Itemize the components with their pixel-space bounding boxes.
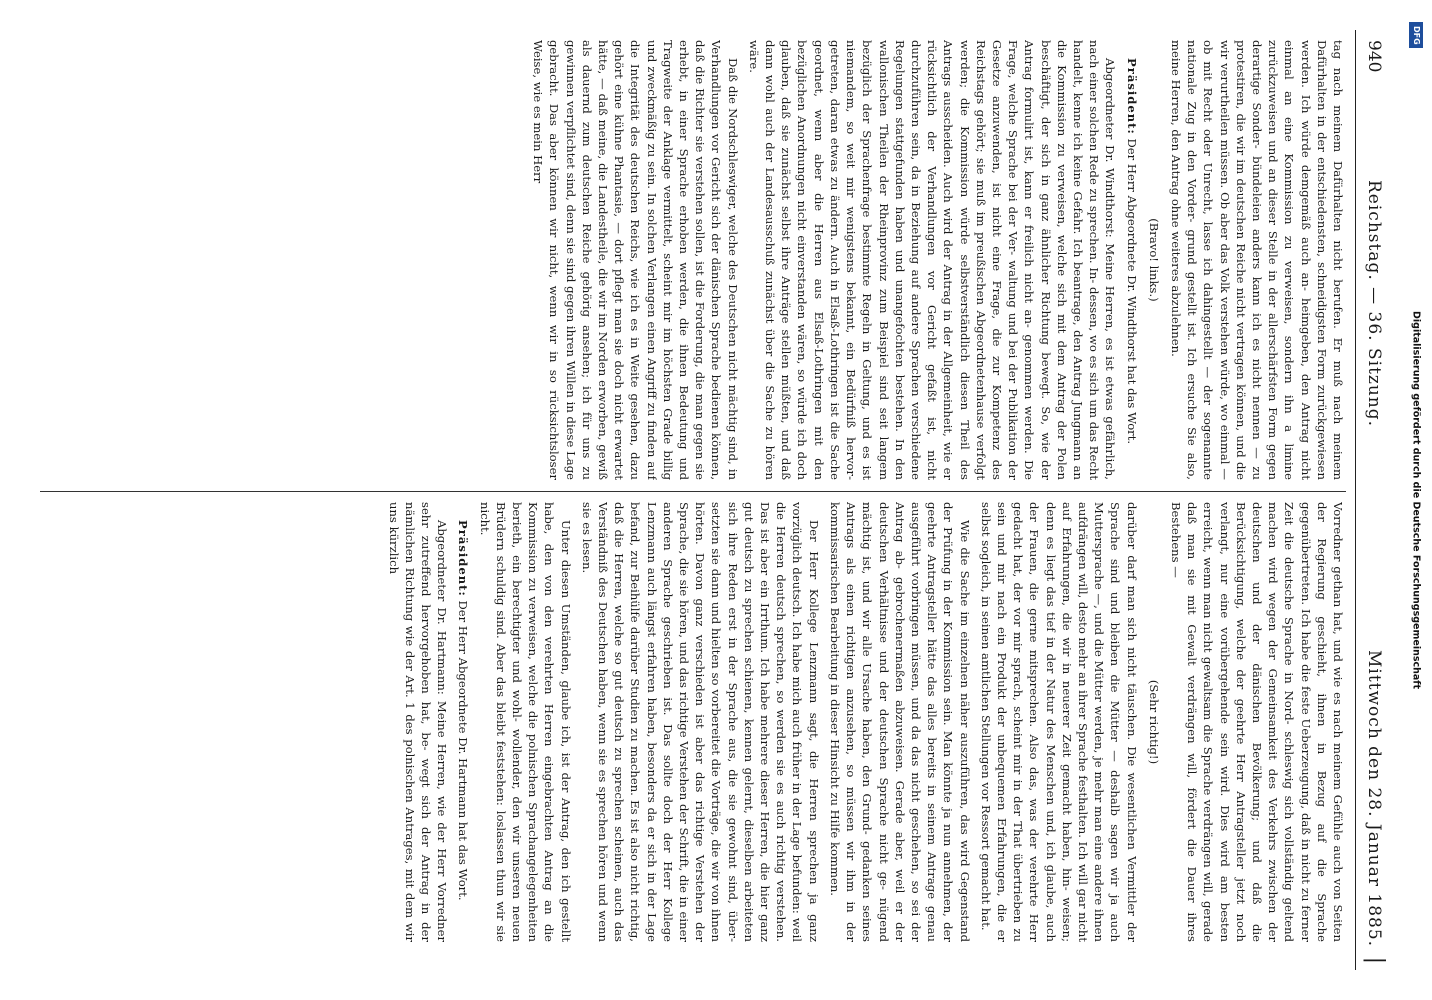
column-divider: [40, 491, 1346, 492]
paragraph: Der Herr Kollege Lenzmann sagt, die Herren sprechen ja ganz vorzüglich deutsch. Ich habe mich auch früher in der Lage befunden: weil die Herren deutsch sprechen, so werden sie es auch richtig verstehen. Das ist aber ein Irrthum. Ich habe mehrere dieser Herren, die hier ganz gut deutsch zu sprechen schienen, kennen gelernt, dieselben arbeiteten sich ihre Reden erst in der Sprache aus, die sie gewohnt sind, über- setzten sie dann und hielten so vorbereitet die Vorträge, die wir von ihnen hörten. Davon ganz verschieden ist aber das richtige Verstehen der Sprache, die sie hören, und das richtige Verstehen der Schrift, die in einer anderen Sprache geschrieben ist. Das sollte doch der Herr Kollege Lenzmann auch längst erfahren haben, besonders da er sich in der Lage befand, zur Beihülfe darüber Studien zu machen. Es ist also nicht richtig, daß die Herren, welche so gut deutsch zu sprechen scheinen, auch das Verständniß des Deutschen haben, wenn sie es sprechen hören und wenn sie es lesen.: [579, 502, 821, 942]
president-text: Der Herr Abgeordnete Dr. Hartmann hat das Wort.: [456, 600, 471, 901]
dfg-watermark: [1408, 20, 1424, 980]
text-column-right: [40, 502, 1346, 942]
dfg-logo: DFG: [1409, 22, 1423, 48]
paragraph: Daß die Nordschleswiger, welche des Deutschen nicht mächtig sind, in Verhandlungen vor Gericht sich der dänischen Sprache bedienen können, daß die Richter sie verstehen sollen, ist die Forderung, die man gegen sie erhebt, in einer Sprache erhoben werden, die ihnen Bedeutung und Tragweite der Anklage vermittelt, scheint mir im höchsten Grade billig und zweckmäßig zu sein. In solchen Verlangen einen Angriff zu finden auf die Integrität des deutschen Reichs, wie ich es in Weite gesehen, dazu gehört eine kühne Phantasie, — dort pflegt man sie doch nicht erwartet hätte, — daß meine, die Landestheile, die wir im Norden erworben, gewiß als dauernd zum deutschen Reiche gehörig ansehen; ich für uns zu gewinnen verpflichtet sind, denn sie sind gegen ihren Willen in diese Lage gebracht. Das aber können wir nicht, wenn wir in so rücksichtsloser Weise, wie es mein Herr: [531, 40, 740, 480]
paragraph: tag nach meinem Dafürhalten nicht berufen. Er muß nach meinem Dafürhalten in der entschiedensten, schneidigsten Form zurückgewiesen werden. Ich würde demgemäß auch an- heimgeben, den Antrag nicht einmal an eine Kommission zu verweisen, sondern ihn a limine zurückzuweisen und an dieser Stelle in der allerschärfsten Form gegen derartige Sonder- bündeleien anders kann ich es nicht nennen — zu protestiren, die wir im deutschen Reiche nicht vertragen können, und die wir verurtheilen müssen. Ob aber das Volk verstehen würde, wo einmal — ob mit Recht oder Unrecht, lasse ich dahingestellt — der sogenannte nationale Zug in den Vorder- grund gestellt ist. Ich ersuche Sie also, meine Herren, den Antrag ohne weiteres abzulehnen.: [1168, 40, 1345, 480]
header-date: Mittwoch den 28. Januar 1885.: [1364, 650, 1384, 948]
text-column-left: [40, 40, 1346, 480]
speaker-label: Präsident:: [1124, 58, 1139, 135]
paragraph: Abgeordneter Dr. Hartmann: Meine Herren, wie der Herr Vorredner sehr zutreffend hervorgehoben hat, be- wegt sich der Antrag in der nämlichen Richtung wie der Art. 1 des polnischen Antrages, mit dem wir uns kürzlich: [386, 502, 450, 942]
page-header: [1355, 30, 1390, 970]
paragraph: darüber darf man sich nicht täuschen. Die wesentlichen Vermittler der Sprache sind und bleiben die Mütter — deshalb sagen wir ja auch Muttersprache —, und die Mütter werden, je mehr man eine andere ihnen aufdrängen will, desto mehr an ihrer Sprache festhalten. Ich will gar nicht auf Erfahrungen, die wir in neuerer Zeit gemacht haben, hin- weisen; denn es liegt das tief in der Natur des Menschen und, ich glaube, auch der Frauen, die gerne mitsprechen. Also das, was der verehrte Herr gedacht hat, der vor mir sprach, scheint mir in der That übertrieben zu sein und mir nach ein Produkt der unbequemen Erfahrungen, die er selbst sogleich, in seinen amtlichen Stellungen vor Ressort gemacht hat.: [978, 502, 1139, 942]
paragraph: Abgeordneter Dr. Windthorst: Meine Herren, es ist etwas gefährlich, nach einer solchen Rede zu sprechen. In- dessen, wo es sich um das Recht handelt, kenne ich keine Gefahr. Ich beantrage, den Antrag Jungmann an die Kommission zu verweisen, welche sich mit dem Antrag der Polen beschäftigt, der sich in ganz ähnlicher Richtung bewegt. So, wie der Antrag formulirt ist, kann er freilich nicht an- genommen werden. Die Frage, welche Sprache bei der Ver- waltung und bei der Publikation der Gesetze anzuwenden, ist nicht eine Frage, die zur Kompetenz des Reichstags gehört; sie muß im preußischen Abgeordnetenhause verfolgt werden; die Kommission würde selbstverständlich diesen Theil des Antrags ausscheiden. Auch wird der Antrag in der Allgemeinheit, wie er rücksichtlich der Verhandlungen vor Gericht gefaßt ist, nicht durchzuführen sein, da in Beziehung auf andere Sprachen verschiedene Regelungen stattgefunden haben und unangefochten bestehen. In den wallonischen Theilen der Rheinprovinz zum Beispiel sind seit langem bezüglich der Sprachenfrage bestimmte Regeln in Geltung, und es ist niemandem, so weit mir wenigstens bekannt, ein Bedürfniß hervor- getreten, daran etwas zu ändern. Auch in Elsaß-Lothringen ist die Sache geordnet, wenn aber die Herren aus Elsaß-Lothringen mit den bezüglichen Anordnungen nicht einverstanden wären, so würde ich doch glauben, daß sie zunächst selbst ihre Anträge stellen müßten, und daß dann wohl auch der Landesausschuß zunächst über die Sache zu hören wäre.: [746, 40, 1118, 480]
president-line: [455, 502, 471, 942]
header-title: Reichstag. — 36. Sitzung.: [1364, 180, 1384, 428]
paragraph: Unter diesen Umständen, glaube ich, ist der Antrag, den ich gestellt habe, den von den verehrten Herren eingebrachten Antrag an die Kommission zu verweisen, welche die polnischen Sprachangelegenheiten berieth, ein berechtigter und wohl- wollender, den wir unseren neuen Brüdern schuldig sind. Aber das bleibt feststehen: loslassen thun wir sie nicht.: [477, 502, 573, 942]
speaker-label: Präsident:: [456, 520, 471, 597]
rotated-page-content: [16, 30, 1416, 970]
dfg-watermark-text: Digitalisierung gefördert durch die Deutsche Forschungsgemeinschaft: [1410, 311, 1422, 689]
paragraph: Wie die Sache im einzelnen näher auszuführen, das wird Gegenstand der Prüfung in der Kommission sein. Man könnte ja nun annehmen, der geehrte Antragsteller hätte das alles bereits in seinem Antrage genau ausgeführt vorbringen müssen, und da das nicht geschehen, so sei der Antrag ab- gebrochenermaßen abzuweisen. Gerade aber, weil er der deutschen Verhältnisse und der deutschen Sprache nicht ge- nügend mächtig ist, und wir alle Ursache haben, den Grund- gedanken seines Antrags als einen richtigen anzusehen, so müssen wir ihm in der kommissarischen Bearbeitung in dieser Hinsicht zu Hilfe kommen.: [827, 502, 972, 942]
margin-mark: |: [1363, 956, 1388, 964]
president-line: [1123, 40, 1139, 480]
president-text: Der Herr Abgeordnete Dr. Windthorst hat das Wort.: [1124, 138, 1139, 445]
paragraph: Vorredner gethan hat, und wie es nach meinem Gefühle auch von Seiten der Regierung geschieht, ihnen in Bezug auf die Sprache gegenübertreten. Ich habe die feste Ueberzeugung, daß in nicht zu ferner Zeit die deutsche Sprache in Nord- schleswig sich vollständig geltend machen wird wegen der Gemeinsamkeit des Verkehrs zwischen der deutschen und der dänischen Bevölkerung; und daß die Berücksichtigung, welche der geehrte Herr Antragsteller jetzt noch verlangt, nur eine vorübergehende sein wird. Dies wird am besten erreicht, wenn man nicht gewaltsam die Sprache verdrängen will, gerade daß man sie mit Gewalt verdrängen will, fördert die Dauer ihres Bestehens —: [1168, 502, 1345, 942]
applause-note: (Sehr richtig!): [1146, 679, 1161, 765]
applause-note: (Bravo! links.): [1146, 218, 1161, 302]
page-number: 940: [1364, 40, 1384, 73]
